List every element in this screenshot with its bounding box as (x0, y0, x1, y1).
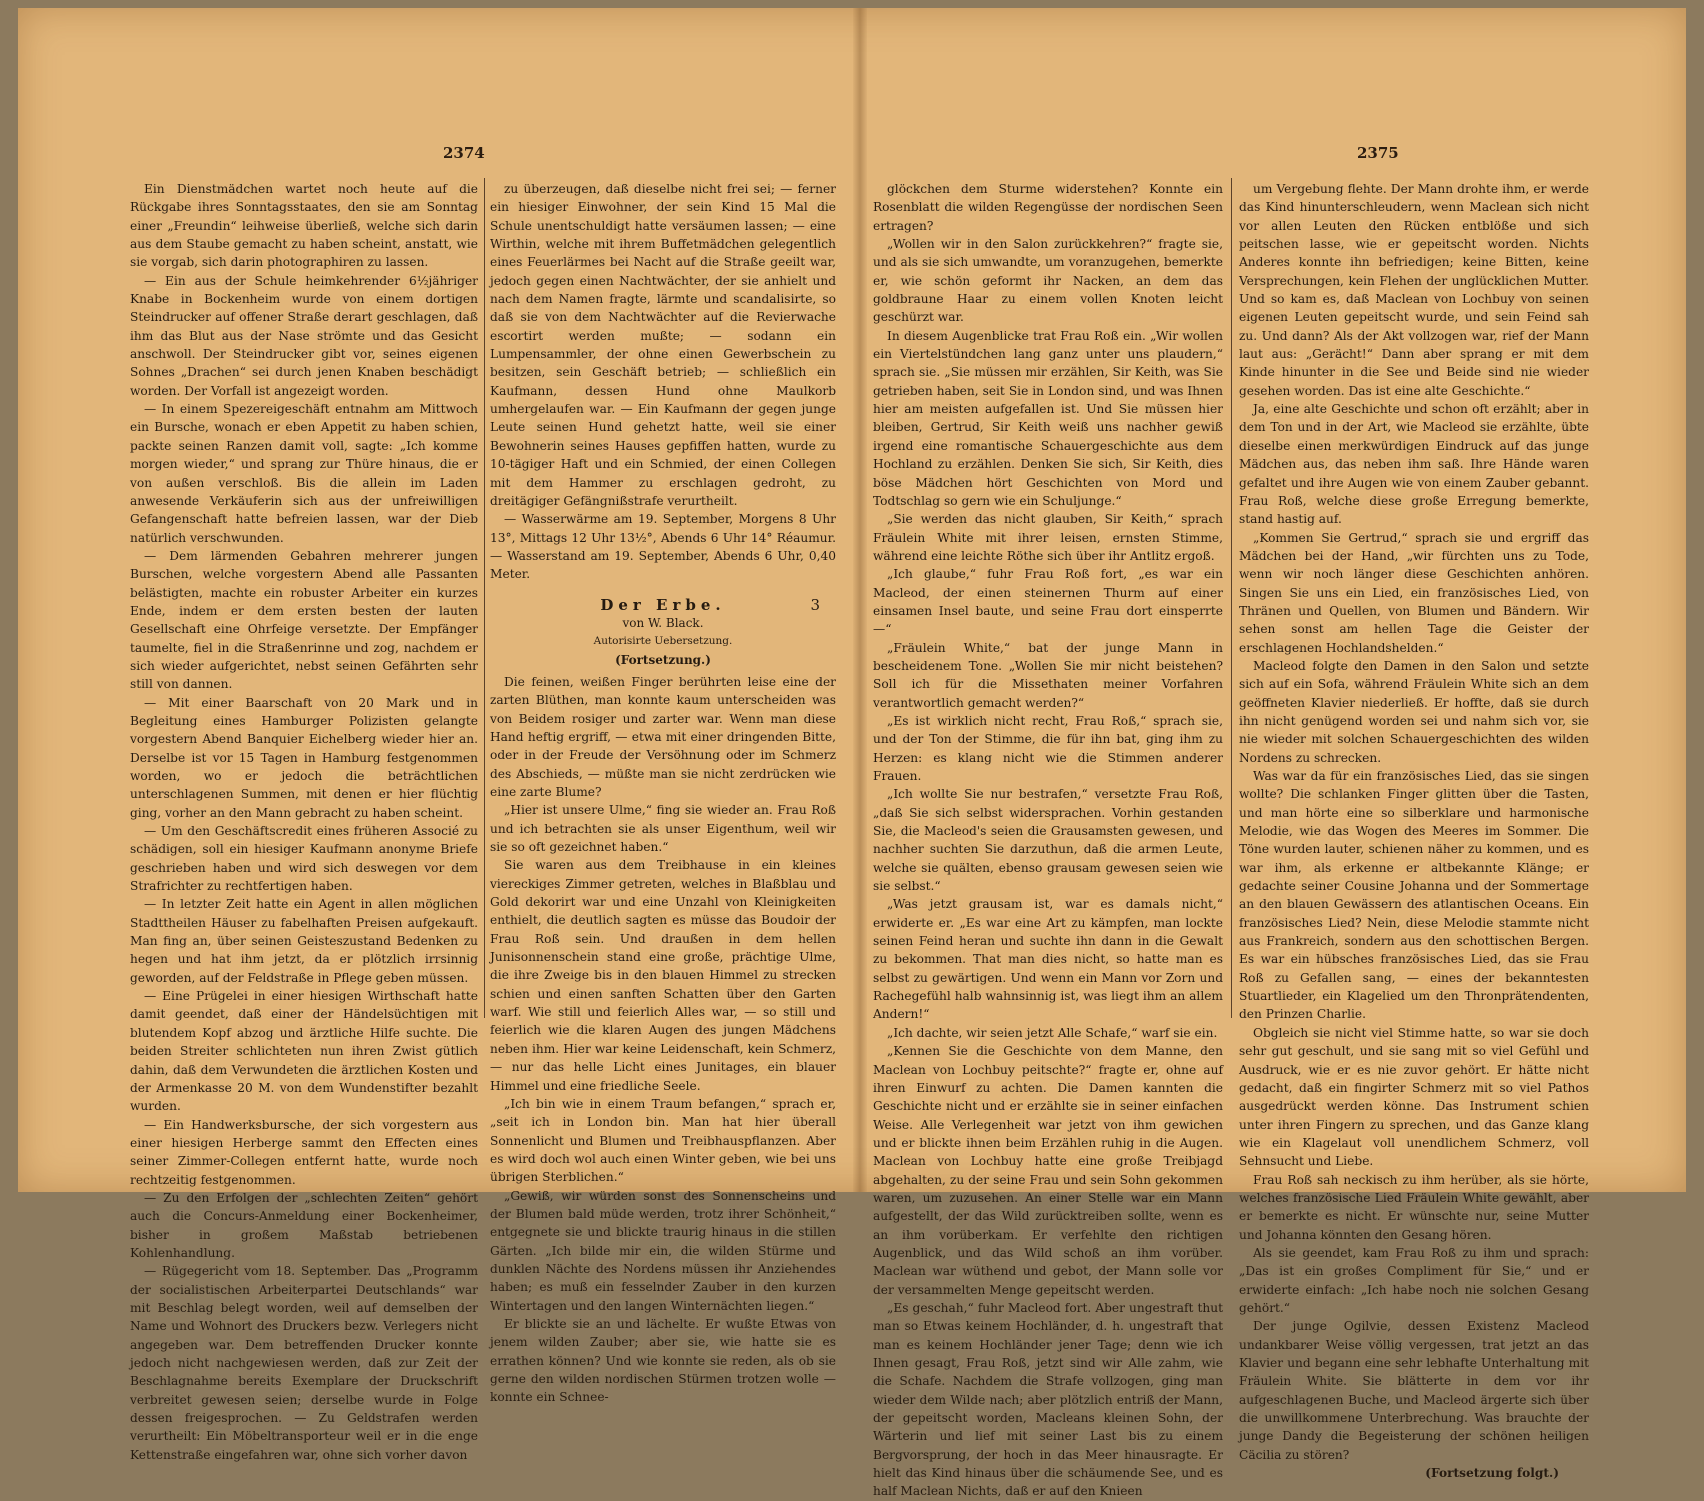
right-column-2 (1239, 180, 1589, 1482)
page-number-right: 2375 (1357, 144, 1399, 162)
paragraph: „Kennen Sie die Geschichte von dem Manne, den Maclean von Lochbuy peitschte?“ fragte er, ohne auf ihren Einwurf zu achten. Die Damen kannten die Geschichte nicht und er erzählte sie in seiner einfachen Weise. Alle Verlegenheit war jetzt von ihm gewichen und er blickte ihnen beim Erzählen ruhig in die Augen. Maclean von Lochbuy hatte eine große Treibjagd abgehalten, zu der seine Frau und sein Sohn gekommen waren, um zuzusehen. An einer Stelle war ein Mann aufgestellt, der das Wild zurücktreiben sollte, wenn es an ihm vorüberkam. Er verfehlte den richtigen Augenblick, und das Wild schoß an ihm vorüber. Maclean war wüthend und gebot, der Mann solle vor der versammelten Menge gepeitscht werden. (873, 1044, 1223, 1297)
paragraph: Sie waren aus dem Treibhause in ein kleines viereckiges Zimmer getreten, welches in Blaßblau und Gold dekorirt war und eine Unzahl von Kleinigkeiten enthielt, die deutlich sagten es müsse das Boudoir der Frau Roß sein. Und draußen in dem hellen Junisonnenschein stand eine große, prächtige Ulme, die ihre Zweige bis in den blauen Himmel zu strecken schien und einen sanften Schatten über den Garten warf. Wie still und feierlich Alles war, — so still und feierlich wie die klaren Augen des jungen Mädchens neben ihm. Hier war keine Leidenschaft, kein Schmerz, — nur das helle Licht eines Junitages, ein blauer Himmel und eine friedliche Seele. (490, 858, 836, 1093)
paragraph: zu überzeugen, daß dieselbe nicht frei sei; — ferner ein hiesiger Einwohner, der sein Kind 15 Mal die Schule unentschuldigt hatte versäumen lassen; — eine Wirthin, welche mit ihrem Buffetmädchen gelegentlich eines Feuerlärmes bei Nacht auf die Straße geeilt war, jedoch gegen einen Nachtwächter, der sie anhielt und nach dem Namen fragte, lärmte und scandalisirte, so daß sie von dem Nachtwächter auf die Revierwache escortirt werden mußte; — sodann ein Lumpensammler, der ohne einen Gewerbschein zu besitzen, sein Geschäft betrieb; — schließlich ein Kaufmann, dessen Hund ohne Maulkorb umhergelaufen war. — Ein Kaufmann der gegen junge Leute seinen Hund gehetzt hatte, weil sie einer Bewohnerin seines Hauses gepfiffen hatten, wurde zu 10-tägiger Haft und ein Schmied, der einen Collegen mit dem Hammer zu erschlagen gedroht, zu dreitägiger Gefängnißstrafe verurtheilt. (490, 182, 836, 508)
story-translation-note: Autorisirte Uebersetzung. (593, 635, 733, 648)
paragraph: — Eine Prügelei in einer hiesigen Wirthschaft hatte damit geendet, daß einer der Händelsüchtigen mit blutendem Kopf abzog und ärztliche Hilfe suchte. Die beiden Streiter schlichteten nun ihren Zwist gütlich dahin, daß dem Verwundeten die ärztlichen Kosten und der Armenkasse 20 M. von dem Wundenstifter bezahlt wurden. (130, 989, 478, 1114)
left-page (18, 8, 853, 1462)
paragraph: Macleod folgte den Damen in den Salon und setzte sich auf ein Sofa, während Fräulein White sich an dem geöffneten Klavier niederließ. Er hoffte, daß sie durch ihn nicht genügend worden sei und nahm sich vor, sie nie wieder mit solchen Schauergeschichten des wilden Nordens zu schrecken. (1239, 658, 1589, 765)
paragraph: Ein Dienstmädchen wartet noch heute auf die Rückgabe ihres Sonntagsstaates, den sie am Sonntag einer „Freundin“ leihweise überließ, welche sich darin aus dem Staube gemacht zu haben scheint, anstatt, wie sie vorgab, sich darin photographiren zu lassen. (130, 182, 478, 270)
paragraph: — Mit einer Baarschaft von 20 Mark und in Begleitung eines Hamburger Polizisten gelangte vorgestern Abend Banquier Eichelberg wieder hier an. Derselbe ist vor 15 Tagen in Hamburg festgenommen worden, wo er jedoch die beträchtlichen unterschlagenen Summen, mit denen er hier flüchtig ging, vorher an den Mann gebracht zu haben scheint. (130, 695, 478, 820)
page-number-left: 2374 (443, 144, 485, 162)
story-continuation: (Fortsetzung.) (615, 652, 711, 667)
story-number: 3 (810, 595, 820, 614)
paragraph: Als sie geendet, kam Frau Roß zu ihm und sprach: „Das ist ein großes Compliment für Sie,“ und er erwiderte einfach: „Ich habe noch nie solchen Gesang gehört.“ (1239, 1245, 1589, 1315)
paragraph: Was war da für ein französisches Lied, das sie singen wollte? Die schlanken Finger glitten über die Tasten, und man hörte eine so silberklare und harmonische Melodie, wie das Wogen des Meeres im Sommer. Die Töne wurden lauter, schienen näher zu kommen, und es war ihm, als erkenne er altbekannte Klänge; er gedachte seiner Cousine Johanna und der Sommertage an den blauen Gewässern des atlantischen Oceans. Ein französisches Lied? Nein, diese Melodie stammte nicht aus Frankreich, sondern aus den schottischen Bergen. Es war ein hübsches französisches Lied, das sie Frau Roß zu Gefallen sang, — eines der bekanntesten Stuartlieder, ein Klagelied um den Thronprätendenten, den Prinzen Charlie. (1239, 769, 1589, 1022)
paragraph: Die feinen, weißen Finger berührten leise eine der zarten Blüthen, man konnte kaum unterscheiden was von Beidem rosiger und zarter war. Wenn man diese Hand heftig ergriff, — etwa mit einer dringenden Bitte, oder in der Freude der Versöhnung oder im Schmerz des Abschieds, — müßte man sie nicht zerdrücken wie eine zarte Blume? (490, 674, 836, 799)
paragraph: — Um den Geschäftscredit eines früheren Associé zu schädigen, soll ein hiesiger Kaufmann anonyme Briefe geschrieben haben und wird sich deswegen vor dem Strafrichter zu rechtfertigen haben. (130, 824, 478, 894)
paragraph: „Ich bin wie in einem Traum befangen,“ sprach er, „seit ich in London bin. Man hat hier überall Sonnenlicht und Blumen und Treibhauspflanzen. Aber es wird doch wol auch einen Winter geben, wie bei uns übrigen Sterblichen.“ (490, 1096, 836, 1185)
paragraph: „Wollen wir in den Salon zurückkehren?“ fragte sie, und als sie sich umwandte, um voranzugehen, bemerkte er, wie schön geformt ihr Nacken, an dem das goldbraune Haar zu einem vollen Knoten leicht geschürzt war. (873, 237, 1223, 325)
continuation-note: (Fortsetzung folgt.) (1425, 1466, 1559, 1481)
paragraph: Obgleich sie nicht viel Stimme hatte, so war sie doch sehr gut geschult, und sie sang mit so viel Gefühl und Ausdruck, wie er es nie zuvor gehört. Er hätte nicht gedacht, daß ein fingirter Schmerz mit so viel Pathos ausgedrückt werden könne. Das Instrument schien unter ihren Fingern zu sprechen, und das Ganze klang wie ein Klagelaut voll unendlichem Schmerz, voll Sehnsucht und Liebe. (1239, 1025, 1589, 1169)
paragraph: — Dem lärmenden Gebahren mehrerer jungen Burschen, welche vorgestern Abend alle Passanten belästigten, machte ein robuster Arbeiter ein kurzes Ende, indem er dem ersten besten der lauten Gesellschaft eine Ohrfeige versetzte. Der Empfänger taumelte, fiel in die Straßenrinne und zog, nachdem er sich wieder aufgerichtet, nebst seinen Gefährten sehr still von dannen. (130, 548, 478, 692)
paragraph: Frau Roß sah neckisch zu ihm herüber, als sie hörte, welches französische Lied Fräulein White gewählt, aber er bemerkte es nicht. Er wünschte nur, seine Mutter und Johanna könnten den Gesang hören. (1239, 1172, 1589, 1242)
paragraph: „Sie werden das nicht glauben, Sir Keith,“ sprach Fräulein White mit ihrer leisen, ernsten Stimme, während eine leichte Röthe sich über ihr Antlitz ergoß. (873, 512, 1223, 563)
paragraph: „Es ist wirklich nicht recht, Frau Roß,“ sprach sie, und der Ton der Stimme, die für ihn bat, ging ihm zu Herzen: es klang nicht wie die Stimmen anderer Frauen. (873, 713, 1223, 783)
story-title: Der Erbe. 3 (600, 595, 820, 614)
column-divider (484, 178, 485, 1018)
paragraph: „Hier ist unsere Ulme,“ fing sie wieder an. Frau Roß und ich betrachten sie als unser Eigenthum, weil wir sie so oft gezeichnet haben.“ (490, 803, 836, 855)
paragraph: „Ich wollte Sie nur bestrafen,“ versetzte Frau Roß, „daß Sie sich selbst widersprachen. Vorhin gestanden Sie, die Macleod's seien die Grausamsten gewesen, und nachher suchten Sie darzuthun, daß die armen Leute, welche sie quälten, ebenso grausam gewesen seien wie sie selbst.“ (873, 787, 1223, 894)
paragraph: glöckchen dem Sturme widerstehen? Konnte ein Rosenblatt die wilden Regengüsse der nordischen Seen ertragen? (873, 182, 1223, 233)
paragraph: — Rügegericht vom 18. September. Das „Programm der socialistischen Arbeiterpartei Deutschlands“ war mit Beschlag belegt worden, weil auf demselben der Name und Wohnort des Druckers bezw. Verlegers nicht angegeben war. Dem betreffenden Drucker konnte jedoch nicht nachgewiesen werden, daß zur Zeit der Beschlagnahme bereits Exemplare der Druckschrift verbreitet gewesen seien; derselbe wurde in Folge dessen freigesprochen. — Zu Geldstrafen werden verurtheilt: Ein Möbeltransporteur weil er in die enge Kettenstraße eingefahren war, ohne sich vorher davon (130, 1264, 478, 1462)
paragraph: In diesem Augenblicke trat Frau Roß ein. „Wir wollen ein Viertelstündchen lang ganz unter uns plaudern,“ sprach sie. „Sie müssen mir erzählen, Sir Keith, was Sie getrieben haben, seit Sie in London sind, und was Ihnen hier am meisten aufgefallen ist. Und Sie müssen hier bleiben, Gertrud, Sir Keith weiß uns nachher gewiß irgend eine romantische Schauergeschichte aus dem Hochland zu erzählen. Denken Sie sich, Sir Keith, dies böse Mädchen hört Geschichten von Mord und Todtschlag so gern wie ein Schuljunge.“ (873, 328, 1223, 508)
left-column-1 (130, 180, 478, 1464)
newspaper-spread (18, 8, 1686, 1499)
paragraph: — In letzter Zeit hatte ein Agent in allen möglichen Stadttheilen Häuser zu fabelhaften Preisen aufgekauft. Man fing an, über seinen Geisteszustand Bedenken zu hegen und hat ihm jetzt, da er plötzlich irrsinnig geworden, auf der Feldstraße in Pflege geben müssen. (130, 897, 478, 985)
story-author: von W. Black. (622, 615, 704, 630)
paragraph: „Gewiß, wir würden sonst des Sonnenscheins und der Blumen bald müde werden, trotz ihrer Schönheit,“ entgegnete sie und blickte traurig hinaus in die stillen Gärten. „Ich bilde mir ein, die wilden Stürme und dunklen Nächte des Nordens müssen ihr Anziehendes haben; es muß ein fesselnder Zauber in den kurzen Wintertagen und den langen Winternächten liegen.“ (490, 1188, 836, 1313)
paragraph: — In einem Spezereigeschäft entnahm am Mittwoch ein Bursche, wonach er eben Appetit zu haben schien, packte seinen Ranzen damit voll, sagte: „Ich komme morgen wieder,“ und sprang zur Thüre hinaus, die er von außen verschloß. Bis die allein im Laden anwesende Verkäuferin sich aus der unfreiwilligen Gefangenschaft hatte befreien lassen, war der Dieb natürlich verschwunden. (130, 402, 478, 545)
paragraph: „Es geschah,“ fuhr Macleod fort. Aber ungestraft thut man so Etwas keinem Hochländer, d. h. ungestraft that man es keinem Hochländer jener Tage; denn wie ich Ihnen gesagt, Frau Roß, jetzt sind wir Alle zahm, wie die Schafe. Nachdem die Strafe vollzogen, ging man wieder dem Wilde nach; aber plötzlich entriß der Mann, der gepeitscht worden, Macleans kleinen Sohn, der Wärterin und lief mit seiner Last bis zu einem Bergvorsprung, der hoch in das Meer hinausragte. Er hielt das Kind hinaus über die schäumende See, und es half Maclean Nichts, daß er auf den Knieen (873, 1300, 1223, 1499)
paragraph: um Vergebung flehte. Der Mann drohte ihm, er werde das Kind hinunterschleudern, wenn Maclean sich nicht vor allen Leuten den Rücken entblöße und sich peitschen lasse, wie er gepeitscht worden. Nichts Anderes konnte ihn befriedigen; keine Bitten, keine Versprechungen, kein Flehen der unglücklichen Mutter. Und so kam es, daß Maclean von Lochbuy von seinen eigenen Leuten gepeitscht wurde, und sein Feind sah zu. Und dann? Als der Akt vollzogen war, rief der Mann laut aus: „Gerächt!“ Dann aber sprang er mit dem Kinde hinunter in die See und Beide sind nie wieder gesehen worden. Das ist eine alte Geschichte.“ (1239, 182, 1589, 398)
right-column-1 (873, 180, 1223, 1501)
paragraph: — Wasserwärme am 19. September, Morgens 8 Uhr 13°, Mittags 12 Uhr 13½°, Abends 6 Uhr 14° Réaumur. — Wasserstand am 19. September, Abends 6 Uhr, 0,40 Meter. (490, 512, 836, 582)
paragraph: „Ich glaube,“ fuhr Frau Roß fort, „es war ein Macleod, der einen steinernen Thurm auf einer einsamen Insel baute, und seine Frau dort einsperrte —“ (873, 567, 1223, 637)
paragraph: — Zu den Erfolgen der „schlechten Zeiten“ gehört auch die Concurs-Anmeldung einer Bockenheimer, bisher in großem Maßstab betriebenen Kohlenhandlung. (130, 1190, 478, 1260)
paragraph: Er blickte sie an und lächelte. Er wußte Etwas von jenem wilden Zauber; aber sie, wie hatte sie es errathen können? Und wie konnte sie reden, als ob sie gerne den wilden nordischen Stürmen trotzen wolle — konnte ein Schnee- (490, 1316, 836, 1405)
paragraph: „Was jetzt grausam ist, war es damals nicht,“ erwiderte er. „Es war eine Art zu kämpfen, man lockte seinen Feind heran und suchte ihn dann in die Gewalt zu bekommen. That man dies nicht, so hatte man es selbst zu gewärtigen. Und wenn ein Mann vor Zorn und Rachegefühl halb wahnsinnig ist, was liegt ihm an allem Andern!“ (873, 897, 1223, 1022)
paragraph: Ja, eine alte Geschichte und schon oft erzählt; aber in dem Ton und in der Art, wie Macleod sie erzählte, übte dieselbe einen merkwürdigen Eindruck auf das junge Mädchen aus, das neben ihm saß. Ihre Hände waren gefaltet und ihre Augen wie von einem Zauber gebannt. Frau Roß, welche diese große Erregung bemerkte, stand hastig auf. (1239, 402, 1589, 527)
paragraph: „Ich dachte, wir seien jetzt Alle Schafe,“ warf sie ein. (887, 1025, 1218, 1040)
paragraph: „Fräulein White,“ bat der junge Mann in bescheidenem Tone. „Wollen Sie mir nicht beistehen? Soll ich für die Missethaten meiner Vorfahren verantwortlich gemacht werden?“ (873, 640, 1223, 710)
left-column-2 (490, 180, 836, 1407)
paragraph: — Ein Handwerksbursche, der sich vorgestern aus einer hiesigen Herberge sammt den Effecten eines seiner Zimmer-Collegen entfernt hatte, wurde noch rechtzeitig festgenommen. (130, 1117, 478, 1187)
paragraph: — Ein aus der Schule heimkehrender 6½jähriger Knabe in Bockenheim wurde von einem dortigen Steindrucker auf offener Straße derart geschlagen, daß ihm das Blut aus der Nase strömte und das Gesicht anschwoll. Der Steindrucker gibt vor, seines eigenen Sohnes „Drachen“ sei durch jenen Knaben beschädigt worden. Der Vorfall ist angezeigt worden. (130, 273, 478, 398)
column-divider-right (1231, 178, 1232, 1018)
right-page (867, 8, 1686, 1499)
paragraph: Der junge Ogilvie, dessen Existenz Macleod undankbarer Weise völlig vergessen, trat jetzt an das Klavier und begann eine sehr lebhafte Unterhaltung mit Fräulein White. Sie blätterte in dem vor ihr aufgeschlagenen Buche, und Macleod ärgerte sich über die unwillkommene Unterbrechung. Was brauchte der junge Dandy die Begeisterung der schönen heiligen Cäcilia zu stören? (1239, 1319, 1589, 1462)
paragraph: „Kommen Sie Gertrud,“ sprach sie und ergriff das Mädchen bei der Hand, „wir fürchten uns zu Tode, wenn wir noch länger diese Geschichten anhören. Singen Sie uns ein Lied, ein französisches Lied, von Thränen und Quellen, von Blumen und Bändern. Wir sehen sonst am hellen Tage die Geister der erschlagenen Hochlandshelden.“ (1239, 530, 1589, 655)
